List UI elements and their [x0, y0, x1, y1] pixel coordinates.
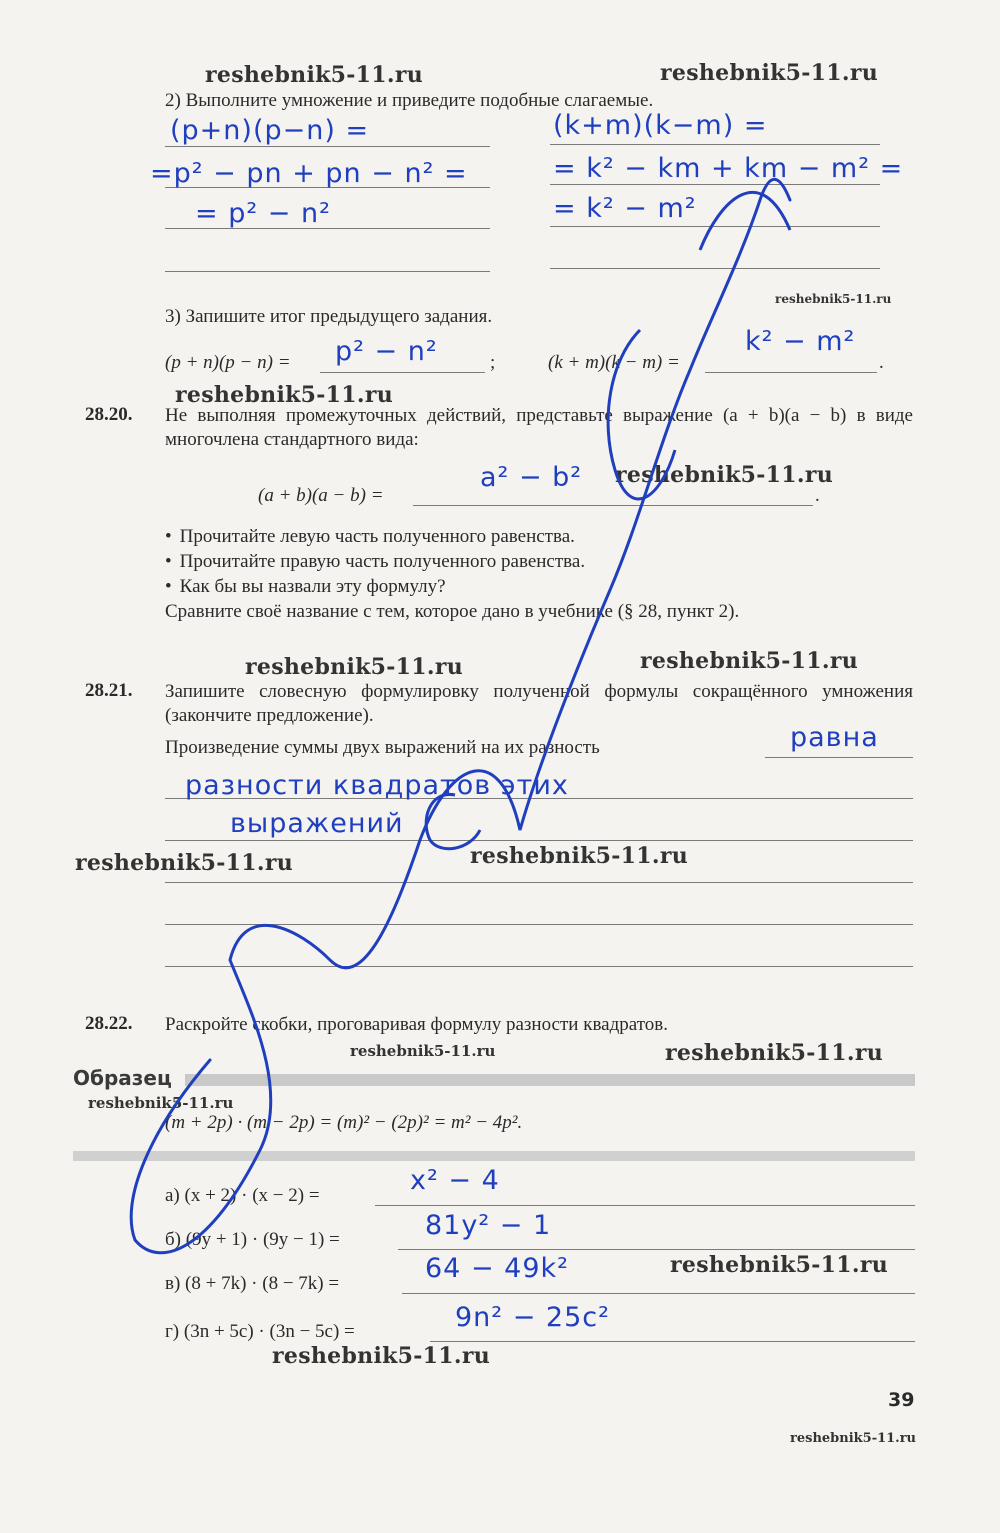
task2-heading: 2) Выполните умножение и приведите подобные слагаемые.	[165, 90, 654, 111]
period: .	[815, 485, 820, 506]
exercise-text: Не выполняя промежуточных действий, представьте выражение (a + b)(a − b) в виде многочлена стандартного вида:	[165, 405, 913, 450]
handwritten-answer: 81y² − 1	[425, 1210, 552, 1241]
item-expression: в) (8 + 7k) · (8 − 7k) =	[165, 1273, 340, 1294]
item-expression: а) (x + 2) · (x − 2) =	[165, 1185, 320, 1206]
watermark: reshebnik5-11.ru	[245, 654, 464, 680]
handwritten-answer: a² − b²	[480, 462, 583, 493]
bullet-item: • Как бы вы назвали эту формулу?	[165, 575, 446, 599]
handwritten-answer: (k+m)(k−m) =	[553, 110, 768, 141]
task3-right-expression: (k + m)(k − m) =	[548, 352, 680, 373]
handwritten-answer: = p² − n²	[195, 198, 331, 229]
watermark: reshebnik5-11.ru	[470, 843, 689, 869]
exercise-number: 28.22.	[85, 1013, 133, 1034]
answer-line	[550, 226, 880, 227]
handwritten-answer: равна	[790, 722, 879, 753]
semicolon: ;	[490, 352, 496, 373]
watermark: reshebnik5-11.ru	[670, 1252, 889, 1278]
handwritten-answer: x² − 4	[410, 1165, 500, 1196]
handwritten-answer: =p² − pn + pn − n² =	[150, 158, 468, 189]
task3-heading: 3) Запишите итог предыдущего задания.	[165, 306, 493, 327]
exercise-number: 28.21.	[85, 680, 133, 701]
answer-line	[402, 1293, 915, 1294]
item-expression: б) (9y + 1) · (9y − 1) =	[165, 1229, 340, 1250]
handwritten-answer: 9n² − 25c²	[455, 1302, 610, 1333]
compare-text: Сравните своё название с тем, которое дано в учебнике (§ 28, пункт 2).	[165, 601, 740, 622]
sample-bar	[185, 1074, 915, 1086]
watermark: reshebnik5-11.ru	[205, 62, 424, 88]
exercise-text: Запишите словесную формулировку полученной формулы сокращённого умножения (закончите предложение).	[165, 681, 913, 726]
handwritten-answer: 64 − 49k²	[425, 1253, 569, 1284]
exercise-expression: (a + b)(a − b) =	[258, 485, 384, 506]
watermark: reshebnik5-11.ru	[775, 292, 892, 306]
sample-bar	[73, 1151, 915, 1161]
answer-line	[550, 144, 880, 145]
bullet-item: • Прочитайте левую часть полученного равенства.	[165, 525, 575, 549]
watermark: reshebnik5-11.ru	[75, 850, 294, 876]
handwritten-answer: = k² − km + km − m² =	[553, 153, 904, 184]
watermark: reshebnik5-11.ru	[88, 1094, 234, 1112]
watermark: reshebnik5-11.ru	[665, 1040, 884, 1066]
watermark: reshebnik5-11.ru	[790, 1431, 917, 1446]
exercise-number: 28.20.	[85, 404, 133, 425]
answer-line	[375, 1205, 915, 1206]
sample-label: Образец	[73, 1066, 172, 1090]
answer-line	[550, 184, 880, 185]
item-expression: г) (3n + 5c) · (3n − 5c) =	[165, 1321, 355, 1342]
answer-line	[705, 372, 877, 373]
watermark: reshebnik5-11.ru	[350, 1042, 496, 1060]
period: .	[879, 352, 884, 373]
task3-left-expression: (p + n)(p − n) =	[165, 352, 291, 373]
answer-line	[765, 757, 913, 758]
page-number: 39	[888, 1389, 915, 1411]
answer-line	[413, 505, 813, 506]
answer-line	[320, 372, 485, 373]
watermark: reshebnik5-11.ru	[640, 648, 859, 674]
answer-line	[165, 924, 913, 925]
watermark: reshebnik5-11.ru	[615, 462, 834, 488]
answer-line	[165, 966, 913, 967]
answer-line	[165, 146, 490, 147]
handwritten-answer: = k² − m²	[553, 193, 697, 224]
watermark: reshebnik5-11.ru	[660, 60, 879, 86]
exercise-text: Раскройте скобки, проговаривая формулу разности квадратов.	[165, 1014, 668, 1035]
answer-line	[398, 1249, 915, 1250]
answer-line	[430, 1341, 915, 1342]
handwritten-answer: k² − m²	[745, 326, 856, 357]
answer-line	[165, 882, 913, 883]
handwritten-answer: выражений	[230, 808, 404, 839]
answer-line	[550, 268, 880, 269]
handwritten-answer: разности квадратов этих	[185, 770, 569, 801]
watermark: reshebnik5-11.ru	[175, 382, 394, 408]
answer-line	[165, 840, 913, 841]
answer-line	[165, 271, 490, 272]
exercise-prompt: Произведение суммы двух выражений на их разность	[165, 737, 600, 758]
handwritten-answer: p² − n²	[335, 336, 438, 367]
handwritten-answer: (p+n)(p−n) =	[170, 115, 370, 146]
bullet-item: • Прочитайте правую часть полученного равенства.	[165, 550, 585, 574]
sample-formula: (m + 2p) · (m − 2p) = (m)² − (2p)² = m² − 4p².	[165, 1112, 523, 1133]
watermark: reshebnik5-11.ru	[272, 1343, 491, 1369]
